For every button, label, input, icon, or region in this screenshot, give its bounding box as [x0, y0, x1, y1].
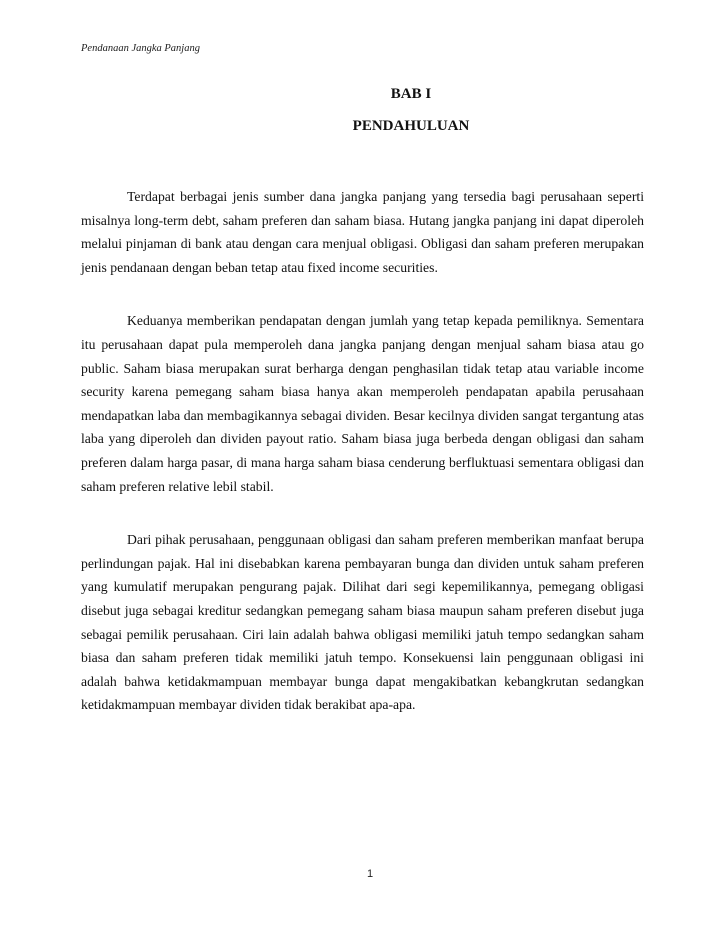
chapter-title: PENDAHULUAN: [352, 118, 470, 134]
paragraph-2: Keduanya memberikan pendapatan dengan jumlah yang tetap kepada pemiliknya. Sementara itu perusahaan dapat pula memperoleh dana jangka panjang dengan menjual saham biasa atau go public. Saham biasa merupakan surat berharga dengan penghasilan tidak tetap atau variable income security karena pemegang saham biasa hanya akan memperoleh pendapatan apabila perusahaan mendapatkan laba dan membagikannya sebagai dividen. Besar kecilnya dividen sangat tergantung atas laba yang diperoleh dan dividen payout ratio. Saham biasa juga berbeda dengan obligasi dan saham preferen dalam harga pasar, di mana harga saham biasa cenderung berfluktuasi sementara obligasi dan saham preferen relative lebil stabil.: [81, 313, 644, 494]
running-header: Pendanaan Jangka Panjang: [81, 43, 200, 54]
chapter-number: BAB I: [390, 86, 432, 102]
body-text: [81, 185, 644, 747]
page-number: 1: [366, 868, 374, 880]
paragraph-1: Terdapat berbagai jenis sumber dana jangka panjang yang tersedia bagi perusahaan seperti misalnya long-term debt, saham preferen dan saham biasa. Hutang jangka panjang ini dapat diperoleh melalui pinjaman di bank atau dengan cara menjual obligasi. Obligasi dan saham preferen merupakan jenis pendanaan dengan beban tetap atau fixed income securities.: [81, 189, 644, 275]
paragraph-3: Dari pihak perusahaan, penggunaan obligasi dan saham preferen memberikan manfaat berupa perlindungan pajak. Hal ini disebabkan karena pembayaran bunga dan dividen untuk saham preferen yang kumulatif merupakan pengurang pajak. Dilihat dari segi kepemilikannya, pemegang obligasi disebut juga sebagai kreditur sedangkan pemegang saham biasa maupun saham preferen disebut juga sebagai pemilik perusahaan. Ciri lain adalah bahwa obligasi memiliki jatuh tempo sedangkan saham biasa dan saham preferen tidak memiliki jatuh tempo. Konsekuensi lain penggunaan obligasi ini adalah bahwa ketidakmampuan membayar bunga dapat mengakibatkan kebangkrutan sedangkan ketidakmampuan membayar dividen tidak berakibat apa-apa.: [81, 532, 644, 713]
